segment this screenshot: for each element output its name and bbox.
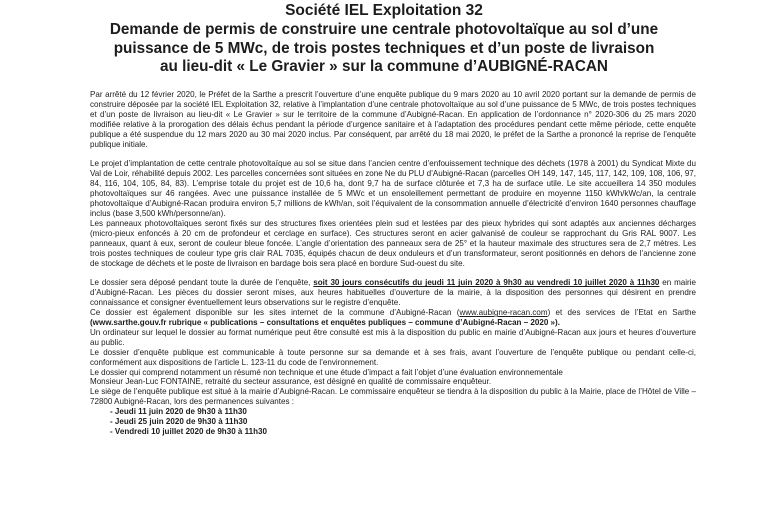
paragraph-decree: Par arrêté du 12 février 2020, le Préfet de la Sarthe a prescrit l’ouverture d’une enquête publique du 9 mars 2020 au 10 avril 2020 portant sur la demande de permis de construire déposée par la société IEL Exploitation 32, relative à l’implantation d’une centrale photovoltaïque au sol d’une puissance de 5 MWc, de trois postes techniques et d’un poste de livraison au lieu-dit « Le Gravier » sur le territoire de la commune d’Aubigné-Racan. En application de l’ordonnance n° 2020-306 du 25 mars 2020 modifiée relative à la prorogation des délais échus pendant la période d’urgence sanitaire et à l’adaptation des procédures pendant cette même période, cette enquête publique a été suspendue du 12 mars 2020 au 30 mai 2020 inclus. Par conséquent, par arrêté du 18 mai 2020, le préfet de la Sarthe a prononcé la reprise de l’enquête publique initiale. — [90, 90, 696, 149]
paragraph-venue: Le siège de l’enquête publique est situé à la mairie d’Aubigné-Racan. Le commissaire enquêteur se tiendra à la disposition du public à la Mairie, place de l’Hôtel de Ville – 72800 Aubigné-Racan, lors des permanences suivantes : — [90, 387, 696, 407]
dossier-details: en mairie d’Aubigné-Racan. Les pièces du dossier seront mises, aux heures habituelles d’ouverture de la mairie, à la disposition des personnes qui désirent en prendre connaissance et consigner éventuellement leurs observations sur le registre d’enquête. — [90, 278, 696, 308]
paragraph-project: Le projet d’implantation de cette centrale photovoltaïque au sol se situe dans l’ancien centre d’enfouissement technique des déchets (1978 à 2001) du Syndicat Mixte du Val de Loir, réhabilité depuis 2002. Les parcelles concernées sont situées en zone Ne du PLU d’Aubigné-Racan (parcelles OH 149, 147, 145, 117, 142, 109, 108, 106, 97, 84, 116, 104, 105, 84, 83). L’emprise totale du projet est de 10,6 ha, dont 9,7 ha de surface clôturée et 7,3 ha de surface utile. Le site accueillera 14 350 modules photovoltaïques sur 46 rangées. Avec une puissance installée de 5 MWc et un ensoleillement permettant de produire en moyenne 1150 kWh/kWc/an, la centrale photovoltaïque d’Aubigné-Racan produira environ 5,7 millions de kWh/an, soit l’équivalent de la consommation annuelle d’électricité d’environ 1640 personnes chauffage inclus (base 3,500 kWh/personne/an). — [90, 159, 696, 218]
paragraph-communicable: Le dossier d’enquête publique est communicable à toute personne sur sa demande et à ses frais, avant l’ouverture de l’enquête publique ou pendant celle-ci, conformément aux dispositions de l’article L. 123-11 du code de l’environnement. — [90, 347, 696, 367]
title-line-2: puissance de 5 MWc, de trois postes techniques et d’un poste de livraison — [113, 39, 655, 57]
commune-website-link[interactable]: www.aubigne-racan.com — [459, 308, 548, 318]
online-intro: Ce dossier est également disponible sur les sites internet de la commune d’Aubigné-Racan ( — [90, 308, 460, 318]
dossier-dates: soit 30 jours consécutifs du jeudi 11 juin 2020 à 9h30 au vendredi 10 juillet 2020 à 11h30 — [313, 278, 660, 288]
notice-body — [90, 90, 696, 437]
dossier-intro: Le dossier sera déposé pendant toute la durée de l’enquête, — [90, 278, 314, 288]
online-middle: ) et des services de l’Etat en Sarthe — [547, 308, 697, 318]
permanence-item: - Vendredi 10 juillet 2020 de 9h30 à 11h30 — [110, 427, 267, 436]
paragraph-online — [90, 308, 696, 328]
paragraph-evaluation: Le dossier qui comprend notamment un résumé non technique et une étude d’impact a fait l’objet d’une évaluation environnementale — [90, 367, 563, 377]
notice-title — [60, 21, 708, 77]
paragraph-commissioner: Monsieur Jean-Luc FONTAINE, retraité du secteur assurance, est désigné en qualité de commissaire enquêteur. — [90, 377, 492, 387]
company-name: Société IEL Exploitation 32 — [285, 2, 483, 19]
permanences-list — [90, 407, 696, 437]
prefecture-website: (www.sarthe.gouv.fr rubrique « publications – consultations et enquêtes publiques – commune d’Aubigné-Racan – 2020 »). — [90, 318, 560, 328]
paragraph-computer: Un ordinateur sur lequel le dossier au format numérique peut être consulté est mis à la disposition du public en mairie d’Aubigné-Racan aux jours et heures d’ouverture au public. — [90, 327, 696, 347]
title-line-1: Demande de permis de construire une centrale photovoltaïque au sol d’une — [109, 21, 659, 38]
paragraph-panels: Les panneaux photovoltaïques seront fixés sur des structures fixes orientées plein sud et lestées par des pieux hybrides qui sont adaptés aux anciennes décharges (micro-pieux enfoncés à 20 cm de profondeur et cerclage en surface). Ces structures seront en acier galvanisé de couleur se rapprochant du Gris RAL 9007. Les panneaux, quant à eux, seront de couleur bleue foncée. L’angle d’orientation des panneaux sera de 25° et la hauteur maximale des structures sera de 2,7 mètres. Les trois postes techniques de couleur type gris clair RAL 7035, équipés chacun de deux onduleurs et d’un transformateur, seront positionnés en dehors de l’ancienne zone de stockage de déchets et le poste de livraison en bardage bois sera placé en bordure Sud-ouest du site. — [90, 218, 696, 268]
permanence-item: - Jeudi 11 juin 2020 de 9h30 à 11h30 — [110, 407, 247, 417]
paragraph-dossier — [90, 278, 696, 308]
permanence-item: - Jeudi 25 juin 2020 de 9h30 à 11h30 — [110, 417, 248, 427]
title-line-3: au lieu-dit « Le Gravier » sur la commune d’AUBIGNÉ-RACAN — [160, 58, 608, 75]
